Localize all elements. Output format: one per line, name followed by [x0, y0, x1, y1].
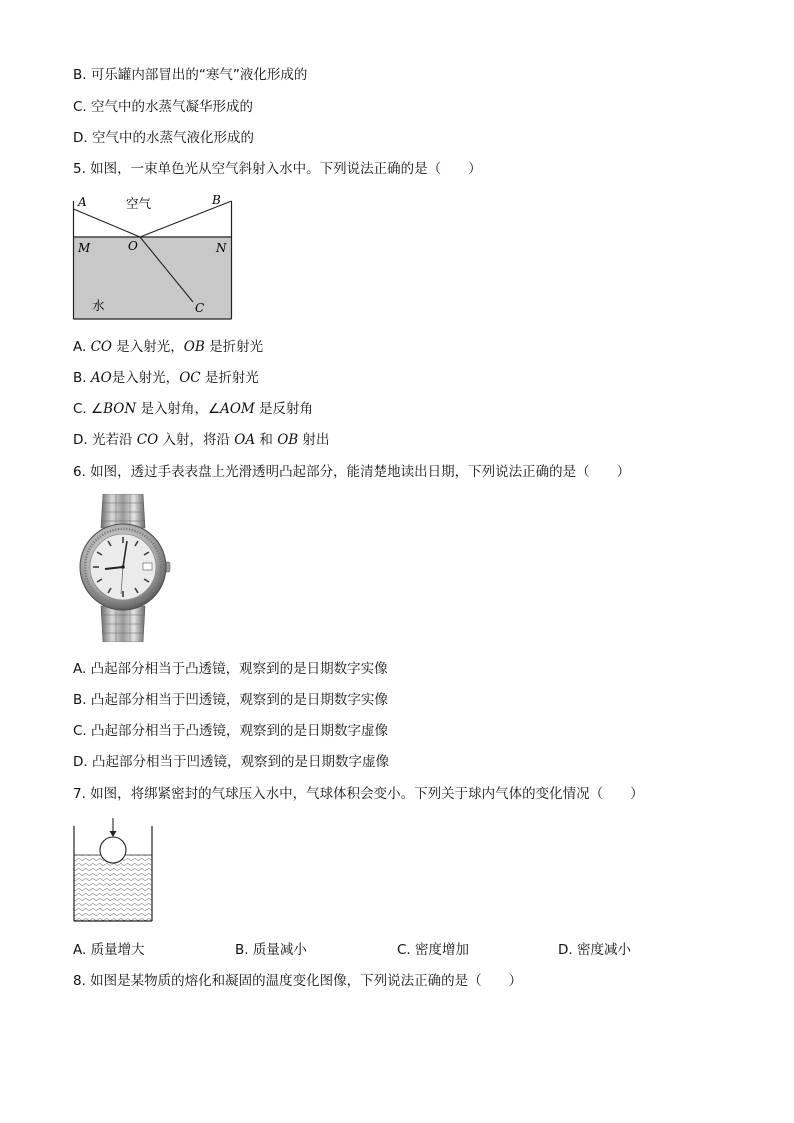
q4-option-b: B. 可乐罐内部冒出的“寒气”液化形成的	[73, 67, 308, 83]
q6-stem: 6. 如图，透过手表表盘上光滑透明凸起部分，能清楚地读出日期，下列说法正确的是（ ）	[73, 464, 631, 480]
q5-option-c: C. ∠BON 是入射角，∠AOM 是反射角	[73, 401, 314, 417]
q6-option-c: C. 凸起部分相当于凸透镜，观察到的是日期数字虚像	[73, 723, 389, 739]
label-c: C	[195, 301, 205, 315]
q7-option-d: D. 密度减小	[558, 942, 631, 958]
label-water: 水	[92, 298, 105, 313]
label-b: B	[212, 193, 221, 207]
q5-stem: 5. 如图，一束单色光从空气斜射入水中。下列说法正确的是（ ）	[73, 161, 482, 177]
q5-option-b: B. AO是入射光，OC 是折射光	[73, 370, 259, 386]
label-o: O	[128, 239, 138, 253]
label-air: 空气	[126, 196, 152, 211]
balloon-in-water-diagram	[70, 817, 156, 925]
label-n: N	[216, 241, 227, 255]
q7-option-a: A. 质量增大	[73, 942, 145, 958]
wristwatch-photo	[75, 494, 171, 642]
q7-option-b: B. 质量减小	[235, 942, 307, 958]
q5-option-d: D. 光若沿 CO 入射，将沿 OA 和 OB 射出	[73, 432, 330, 448]
q7-option-c: C. 密度增加	[397, 942, 470, 958]
q7-stem: 7. 如图，将绑紧密封的气球压入水中，气球体积会变小。下列关于球内气体的变化情况（ ）	[73, 786, 644, 802]
q6-option-a: A. 凸起部分相当于凸透镜，观察到的是日期数字实像	[73, 661, 388, 677]
q8-stem: 8. 如图是某物质的熔化和凝固的温度变化图像，下列说法正确的是（ ）	[73, 973, 523, 989]
q4-option-c: C. 空气中的水蒸气凝华形成的	[73, 99, 254, 115]
label-a: A	[78, 195, 87, 209]
balloon	[100, 837, 126, 863]
q5-refraction-diagram	[70, 192, 236, 322]
q4-option-d: D. 空气中的水蒸气液化形成的	[73, 130, 254, 146]
q6-option-b: B. 凸起部分相当于凹透镜，观察到的是日期数字实像	[73, 692, 388, 708]
label-m: M	[78, 241, 91, 255]
ray-ao	[74, 209, 141, 237]
q7-options	[73, 941, 713, 959]
q6-option-d: D. 凸起部分相当于凹透镜，观察到的是日期数字虚像	[73, 754, 389, 770]
q5-option-a: A. CO 是入射光，OB 是折射光	[73, 339, 264, 355]
